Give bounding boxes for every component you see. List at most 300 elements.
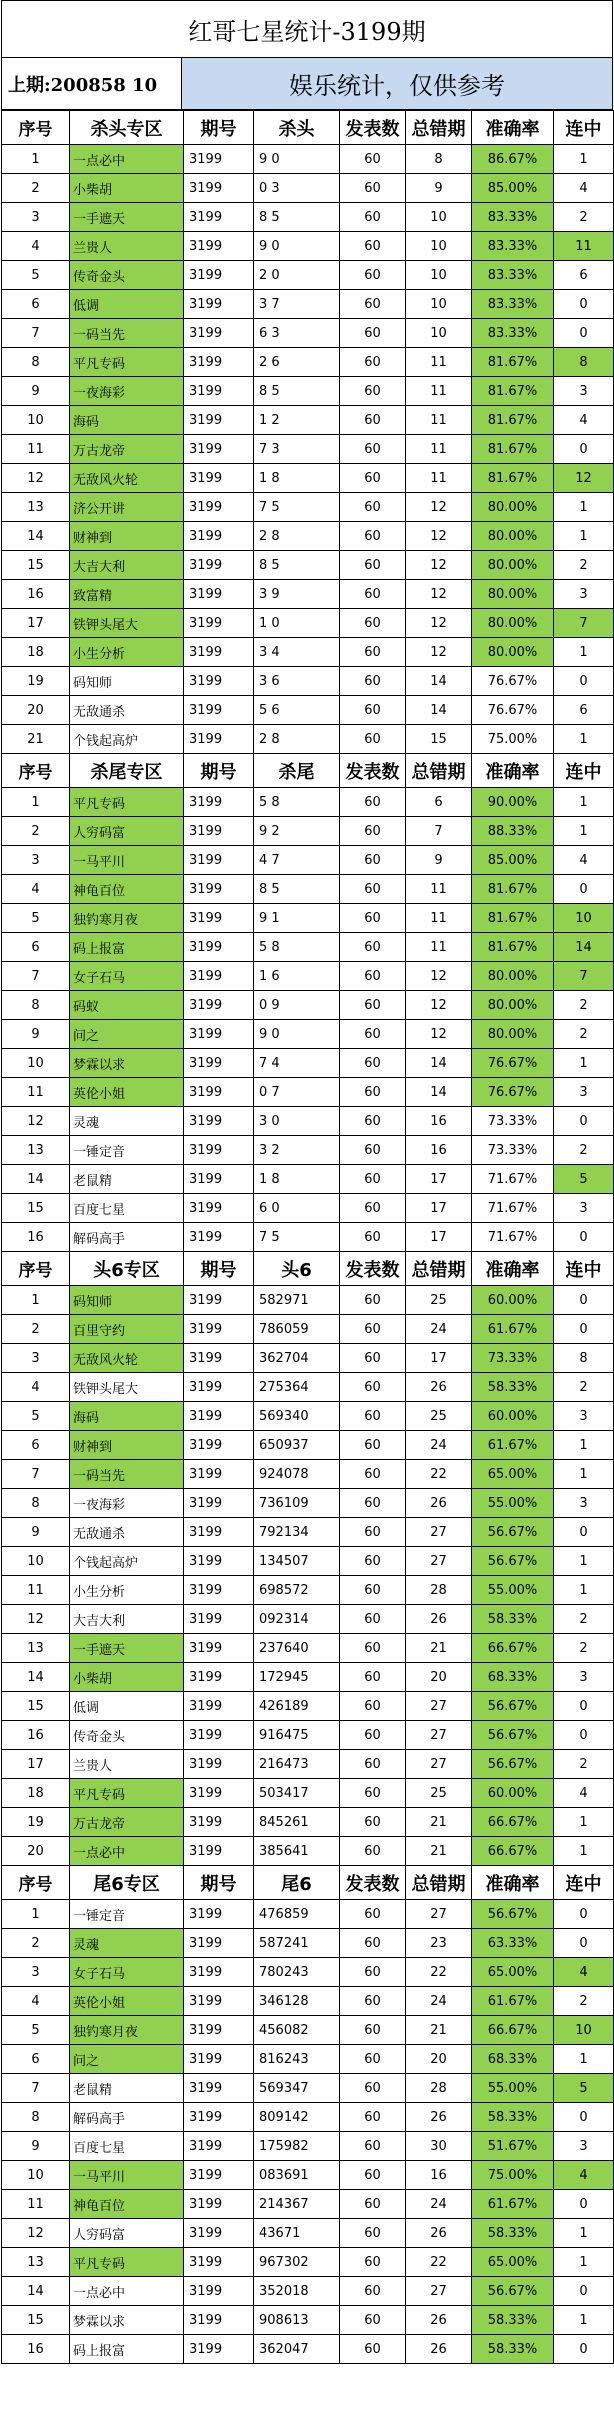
- row-errors: 12: [406, 493, 472, 522]
- row-streak: 0: [554, 2103, 614, 2132]
- row-streak: 1: [554, 2306, 614, 2335]
- row-value: 9 0: [254, 232, 340, 261]
- row-period: 3199: [184, 1634, 254, 1663]
- row-index: 17: [2, 1750, 70, 1779]
- row-accuracy: 80.00%: [472, 991, 554, 1020]
- table-row: [2, 1460, 614, 1489]
- row-published: 60: [340, 435, 406, 464]
- row-accuracy: 60.00%: [472, 1779, 554, 1808]
- row-period: 3199: [184, 232, 254, 261]
- row-name: 大吉大利: [70, 551, 184, 580]
- row-index: 15: [2, 2306, 70, 2335]
- row-value: 967302: [254, 2248, 340, 2277]
- row-published: 60: [340, 962, 406, 991]
- row-streak: 1: [554, 1049, 614, 1078]
- row-accuracy: 66.67%: [472, 2016, 554, 2045]
- table-row: [2, 933, 614, 962]
- row-name: 一马平川: [70, 846, 184, 875]
- row-accuracy: 81.67%: [472, 904, 554, 933]
- row-value: 2 0: [254, 261, 340, 290]
- row-errors: 11: [406, 377, 472, 406]
- row-errors: 11: [406, 933, 472, 962]
- row-name: 老鼠精: [70, 1165, 184, 1194]
- row-accuracy: 68.33%: [472, 1663, 554, 1692]
- row-streak: 0: [554, 435, 614, 464]
- row-name: 无敌通杀: [70, 696, 184, 725]
- row-period: 3199: [184, 1900, 254, 1929]
- table-row: [2, 1929, 614, 1958]
- previous-period: 上期:200858 10: [2, 58, 182, 109]
- row-period: 3199: [184, 609, 254, 638]
- row-errors: 22: [406, 2248, 472, 2277]
- row-accuracy: 80.00%: [472, 609, 554, 638]
- row-published: 60: [340, 667, 406, 696]
- row-errors: 21: [406, 1837, 472, 1866]
- table-row: [2, 1049, 614, 1078]
- row-value: 2 6: [254, 348, 340, 377]
- row-errors: 17: [406, 1165, 472, 1194]
- row-published: 60: [340, 290, 406, 319]
- table-row: [2, 1721, 614, 1750]
- row-errors: 9: [406, 846, 472, 875]
- row-published: 60: [340, 1165, 406, 1194]
- header-index: 序号: [2, 111, 70, 145]
- row-name: 一夜海彩: [70, 1489, 184, 1518]
- row-streak: 0: [554, 667, 614, 696]
- header-streak: 连中: [554, 1866, 614, 1900]
- row-index: 3: [2, 1958, 70, 1987]
- header-streak: 连中: [554, 111, 614, 145]
- table-row: [2, 290, 614, 319]
- row-period: 3199: [184, 1078, 254, 1107]
- table-row: [2, 725, 614, 754]
- row-name: 码知师: [70, 667, 184, 696]
- row-period: 3199: [184, 2190, 254, 2219]
- header-period: 期号: [184, 754, 254, 788]
- row-streak: 7: [554, 609, 614, 638]
- table-row: [2, 522, 614, 551]
- table-row: [2, 1900, 614, 1929]
- row-accuracy: 81.67%: [472, 464, 554, 493]
- row-accuracy: 75.00%: [472, 725, 554, 754]
- row-streak: 2: [554, 1020, 614, 1049]
- row-name: 平凡专码: [70, 348, 184, 377]
- row-published: 60: [340, 1078, 406, 1107]
- row-published: 60: [340, 817, 406, 846]
- row-streak: 3: [554, 1663, 614, 1692]
- row-value: 569340: [254, 1402, 340, 1431]
- row-name: 无敌风火轮: [70, 464, 184, 493]
- row-name: 码上报富: [70, 2335, 184, 2364]
- row-name: 解码高手: [70, 2103, 184, 2132]
- row-accuracy: 80.00%: [472, 522, 554, 551]
- row-errors: 27: [406, 1721, 472, 1750]
- row-published: 60: [340, 1049, 406, 1078]
- row-index: 2: [2, 174, 70, 203]
- table-row: [2, 319, 614, 348]
- row-errors: 27: [406, 1518, 472, 1547]
- table-row: [2, 1344, 614, 1373]
- row-index: 7: [2, 2074, 70, 2103]
- row-period: 3199: [184, 2132, 254, 2161]
- row-value: 8 5: [254, 203, 340, 232]
- row-value: 7 5: [254, 493, 340, 522]
- header-streak: 连中: [554, 754, 614, 788]
- row-period: 3199: [184, 2103, 254, 2132]
- header-published: 发表数: [340, 1252, 406, 1286]
- row-errors: 16: [406, 1136, 472, 1165]
- row-streak: 4: [554, 1779, 614, 1808]
- row-streak: 3: [554, 1402, 614, 1431]
- row-name: 兰贵人: [70, 232, 184, 261]
- row-errors: 25: [406, 1402, 472, 1431]
- table-row: [2, 667, 614, 696]
- row-value: 2 8: [254, 725, 340, 754]
- row-index: 12: [2, 2219, 70, 2248]
- row-name: 英伦小姐: [70, 1078, 184, 1107]
- row-value: 0 9: [254, 991, 340, 1020]
- table-row: [2, 406, 614, 435]
- row-name: 老鼠精: [70, 2074, 184, 2103]
- row-published: 60: [340, 1286, 406, 1315]
- row-accuracy: 80.00%: [472, 551, 554, 580]
- row-period: 3199: [184, 493, 254, 522]
- row-accuracy: 73.33%: [472, 1344, 554, 1373]
- row-period: 3199: [184, 261, 254, 290]
- row-published: 60: [340, 1987, 406, 2016]
- row-name: 百里守约: [70, 1315, 184, 1344]
- row-period: 3199: [184, 1431, 254, 1460]
- table-row: [2, 609, 614, 638]
- row-accuracy: 83.33%: [472, 203, 554, 232]
- row-accuracy: 56.67%: [472, 1692, 554, 1721]
- row-index: 4: [2, 232, 70, 261]
- row-name: 神龟百位: [70, 875, 184, 904]
- row-accuracy: 81.67%: [472, 406, 554, 435]
- table-row: [2, 1431, 614, 1460]
- row-accuracy: 83.33%: [472, 319, 554, 348]
- row-index: 11: [2, 435, 70, 464]
- row-published: 60: [340, 875, 406, 904]
- row-published: 60: [340, 580, 406, 609]
- row-name: 一手遮天: [70, 1634, 184, 1663]
- table-row: [2, 638, 614, 667]
- row-name: 铁钾头尾大: [70, 609, 184, 638]
- row-index: 13: [2, 1634, 70, 1663]
- row-period: 3199: [184, 1107, 254, 1136]
- row-period: 3199: [184, 290, 254, 319]
- row-streak: 1: [554, 1837, 614, 1866]
- row-name: 无敌风火轮: [70, 1344, 184, 1373]
- row-value: 1 2: [254, 406, 340, 435]
- row-published: 60: [340, 1402, 406, 1431]
- row-value: 9 1: [254, 904, 340, 933]
- row-published: 60: [340, 493, 406, 522]
- row-period: 3199: [184, 1547, 254, 1576]
- row-name: 大吉大利: [70, 1605, 184, 1634]
- row-period: 3199: [184, 725, 254, 754]
- row-name: 铁钾头尾大: [70, 1373, 184, 1402]
- row-errors: 27: [406, 1750, 472, 1779]
- row-name: 码蚁: [70, 991, 184, 1020]
- row-period: 3199: [184, 406, 254, 435]
- row-published: 60: [340, 638, 406, 667]
- row-value: 3 0: [254, 1107, 340, 1136]
- row-published: 60: [340, 991, 406, 1020]
- row-accuracy: 58.33%: [472, 2335, 554, 2364]
- row-period: 3199: [184, 464, 254, 493]
- row-accuracy: 56.67%: [472, 1750, 554, 1779]
- table-row: [2, 2306, 614, 2335]
- row-streak: 0: [554, 2190, 614, 2219]
- row-name: 女子石马: [70, 962, 184, 991]
- section-header-row: [2, 1252, 614, 1286]
- row-accuracy: 85.00%: [472, 174, 554, 203]
- row-errors: 11: [406, 406, 472, 435]
- row-value: 3 6: [254, 667, 340, 696]
- row-errors: 12: [406, 609, 472, 638]
- table-row: [2, 1136, 614, 1165]
- row-name: 灵魂: [70, 1929, 184, 1958]
- row-streak: 4: [554, 174, 614, 203]
- row-index: 1: [2, 1900, 70, 1929]
- row-accuracy: 85.00%: [472, 846, 554, 875]
- row-value: 809142: [254, 2103, 340, 2132]
- row-value: 8 5: [254, 875, 340, 904]
- row-value: 275364: [254, 1373, 340, 1402]
- row-index: 19: [2, 667, 70, 696]
- row-period: 3199: [184, 1692, 254, 1721]
- row-name: 问之: [70, 1020, 184, 1049]
- row-name: 个钱起高炉: [70, 725, 184, 754]
- row-index: 21: [2, 725, 70, 754]
- row-value: 7 3: [254, 435, 340, 464]
- row-errors: 23: [406, 1929, 472, 1958]
- table-row: [2, 1779, 614, 1808]
- row-published: 60: [340, 319, 406, 348]
- header-accuracy: 准确率: [472, 111, 554, 145]
- header-section: 头6专区: [70, 1252, 184, 1286]
- row-period: 3199: [184, 1165, 254, 1194]
- row-period: 3199: [184, 667, 254, 696]
- row-value: 346128: [254, 1987, 340, 2016]
- row-name: 一手遮天: [70, 203, 184, 232]
- row-value: 698572: [254, 1576, 340, 1605]
- row-errors: 9: [406, 174, 472, 203]
- header-published: 发表数: [340, 754, 406, 788]
- row-errors: 6: [406, 788, 472, 817]
- row-period: 3199: [184, 2335, 254, 2364]
- row-streak: 1: [554, 1547, 614, 1576]
- table-row: [2, 551, 614, 580]
- row-period: 3199: [184, 1779, 254, 1808]
- row-errors: 27: [406, 1692, 472, 1721]
- row-errors: 8: [406, 145, 472, 174]
- row-streak: 3: [554, 2132, 614, 2161]
- row-streak: 0: [554, 2277, 614, 2306]
- row-index: 7: [2, 1460, 70, 1489]
- row-errors: 22: [406, 1958, 472, 1987]
- row-errors: 12: [406, 522, 472, 551]
- row-accuracy: 76.67%: [472, 667, 554, 696]
- row-published: 60: [340, 232, 406, 261]
- row-streak: 3: [554, 1194, 614, 1223]
- table-row: [2, 2248, 614, 2277]
- table-row: [2, 846, 614, 875]
- table-row: [2, 2103, 614, 2132]
- row-published: 60: [340, 2219, 406, 2248]
- row-streak: 2: [554, 203, 614, 232]
- row-published: 60: [340, 1837, 406, 1866]
- row-value: 786059: [254, 1315, 340, 1344]
- row-index: 4: [2, 1987, 70, 2016]
- header-index: 序号: [2, 1866, 70, 1900]
- table-row: [2, 1663, 614, 1692]
- row-errors: 26: [406, 2306, 472, 2335]
- row-accuracy: 61.67%: [472, 1315, 554, 1344]
- row-period: 3199: [184, 1721, 254, 1750]
- row-published: 60: [340, 1779, 406, 1808]
- row-index: 12: [2, 1605, 70, 1634]
- row-accuracy: 56.67%: [472, 1900, 554, 1929]
- row-index: 14: [2, 1663, 70, 1692]
- header-period: 期号: [184, 1866, 254, 1900]
- row-name: 传奇金头: [70, 261, 184, 290]
- row-streak: 1: [554, 2248, 614, 2277]
- header-index: 序号: [2, 754, 70, 788]
- row-streak: 12: [554, 464, 614, 493]
- row-index: 9: [2, 1020, 70, 1049]
- row-index: 6: [2, 290, 70, 319]
- row-errors: 17: [406, 1223, 472, 1252]
- row-errors: 27: [406, 1900, 472, 1929]
- row-errors: 24: [406, 2190, 472, 2219]
- row-errors: 12: [406, 551, 472, 580]
- row-published: 60: [340, 406, 406, 435]
- row-period: 3199: [184, 2074, 254, 2103]
- row-index: 15: [2, 1692, 70, 1721]
- row-name: 百度七星: [70, 1194, 184, 1223]
- row-published: 60: [340, 2016, 406, 2045]
- row-streak: 0: [554, 1315, 614, 1344]
- row-published: 60: [340, 261, 406, 290]
- row-errors: 26: [406, 2103, 472, 2132]
- row-period: 3199: [184, 846, 254, 875]
- row-published: 60: [340, 2103, 406, 2132]
- row-accuracy: 56.67%: [472, 1721, 554, 1750]
- row-value: 216473: [254, 1750, 340, 1779]
- row-period: 3199: [184, 1344, 254, 1373]
- row-period: 3199: [184, 2045, 254, 2074]
- row-published: 60: [340, 1721, 406, 1750]
- table-row: [2, 875, 614, 904]
- row-published: 60: [340, 1576, 406, 1605]
- table-row: [2, 1958, 614, 1987]
- row-period: 3199: [184, 1663, 254, 1692]
- row-published: 60: [340, 696, 406, 725]
- row-published: 60: [340, 1344, 406, 1373]
- row-value: 134507: [254, 1547, 340, 1576]
- row-streak: 1: [554, 1808, 614, 1837]
- row-value: 172945: [254, 1663, 340, 1692]
- row-index: 13: [2, 1136, 70, 1165]
- table-row: [2, 991, 614, 1020]
- row-index: 5: [2, 261, 70, 290]
- row-streak: 8: [554, 348, 614, 377]
- row-index: 9: [2, 377, 70, 406]
- row-errors: 27: [406, 1547, 472, 1576]
- row-name: 人穷码富: [70, 2219, 184, 2248]
- row-name: 一锤定音: [70, 1900, 184, 1929]
- row-name: 码知师: [70, 1286, 184, 1315]
- table-row: [2, 1194, 614, 1223]
- row-accuracy: 83.33%: [472, 261, 554, 290]
- row-accuracy: 61.67%: [472, 2190, 554, 2219]
- row-index: 16: [2, 1721, 70, 1750]
- row-accuracy: 81.67%: [472, 875, 554, 904]
- row-errors: 26: [406, 1373, 472, 1402]
- row-errors: 14: [406, 1078, 472, 1107]
- table-row: [2, 1692, 614, 1721]
- row-value: 4 7: [254, 846, 340, 875]
- row-errors: 10: [406, 203, 472, 232]
- table-row: [2, 1107, 614, 1136]
- row-period: 3199: [184, 522, 254, 551]
- row-index: 18: [2, 638, 70, 667]
- row-period: 3199: [184, 1808, 254, 1837]
- row-published: 60: [340, 2277, 406, 2306]
- row-errors: 27: [406, 2277, 472, 2306]
- row-index: 16: [2, 1223, 70, 1252]
- row-streak: 3: [554, 377, 614, 406]
- row-value: 2 8: [254, 522, 340, 551]
- row-period: 3199: [184, 1518, 254, 1547]
- row-index: 18: [2, 1779, 70, 1808]
- row-published: 60: [340, 1136, 406, 1165]
- section-header-row: [2, 111, 614, 145]
- row-name: 英伦小姐: [70, 1987, 184, 2016]
- row-index: 9: [2, 1518, 70, 1547]
- row-value: 924078: [254, 1460, 340, 1489]
- row-accuracy: 73.33%: [472, 1136, 554, 1165]
- row-streak: 10: [554, 2016, 614, 2045]
- row-streak: 0: [554, 1107, 614, 1136]
- row-streak: 1: [554, 1431, 614, 1460]
- page-title: 红哥七星统计-3199期: [1, 0, 613, 58]
- row-value: 5 8: [254, 933, 340, 962]
- row-index: 13: [2, 2248, 70, 2277]
- table-row: [2, 435, 614, 464]
- row-index: 11: [2, 2190, 70, 2219]
- stats-page: [1, 0, 613, 2364]
- table-row: [2, 1489, 614, 1518]
- row-period: 3199: [184, 2016, 254, 2045]
- row-value: 7 4: [254, 1049, 340, 1078]
- table-row: [2, 1020, 614, 1049]
- row-accuracy: 83.33%: [472, 232, 554, 261]
- row-accuracy: 56.67%: [472, 2277, 554, 2306]
- table-row: [2, 1223, 614, 1252]
- row-published: 60: [340, 1663, 406, 1692]
- row-index: 2: [2, 1929, 70, 1958]
- row-period: 3199: [184, 875, 254, 904]
- row-index: 5: [2, 1402, 70, 1431]
- row-name: 一夜海彩: [70, 377, 184, 406]
- row-errors: 25: [406, 1286, 472, 1315]
- row-streak: 2: [554, 1605, 614, 1634]
- row-streak: 2: [554, 1987, 614, 2016]
- row-period: 3199: [184, 348, 254, 377]
